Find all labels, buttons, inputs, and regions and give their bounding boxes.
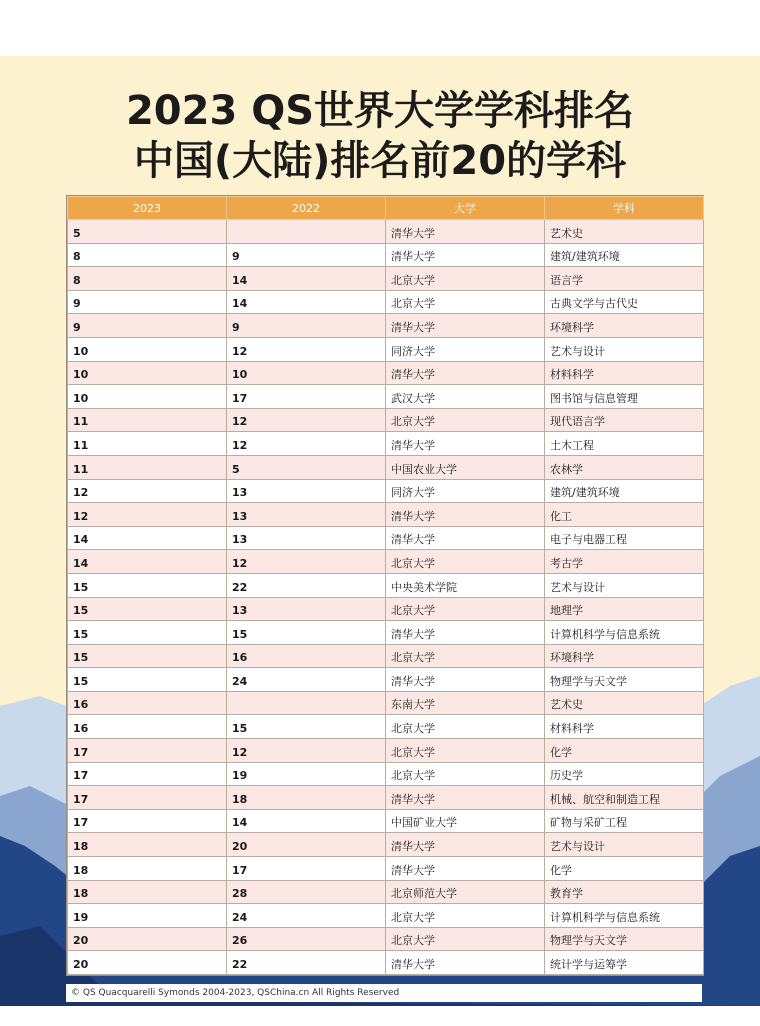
rank-2023-cell: 11: [68, 408, 227, 432]
header-2023: 2023: [68, 197, 227, 220]
subject-cell: 农林学: [545, 455, 704, 479]
rank-2023-cell: 9: [68, 314, 227, 338]
university-cell: 清华大学: [386, 833, 545, 857]
rank-2022-cell: 13: [227, 526, 386, 550]
subject-cell: 艺术与设计: [545, 337, 704, 361]
header-2022: 2022: [227, 197, 386, 220]
table-header-row: [68, 197, 704, 220]
rank-2023-cell: 17: [68, 786, 227, 810]
rank-2023-cell: 11: [68, 432, 227, 456]
rank-2022-cell: 12: [227, 550, 386, 574]
subject-cell: 图书馆与信息管理: [545, 385, 704, 409]
rank-2023-cell: 18: [68, 880, 227, 904]
subject-cell: 电子与电器工程: [545, 526, 704, 550]
rank-2022-cell: 12: [227, 337, 386, 361]
table-row: [68, 573, 704, 597]
rank-2022-cell: 14: [227, 267, 386, 291]
ranking-table-container: [66, 195, 704, 976]
university-cell: 北京大学: [386, 408, 545, 432]
table-row: [68, 809, 704, 833]
table-row: [68, 479, 704, 503]
university-cell: 清华大学: [386, 243, 545, 267]
rank-2023-cell: 10: [68, 361, 227, 385]
subject-cell: 考古学: [545, 550, 704, 574]
rank-2023-cell: 8: [68, 267, 227, 291]
table-row: [68, 739, 704, 763]
subject-cell: 现代语言学: [545, 408, 704, 432]
table-row: [68, 550, 704, 574]
university-cell: 北京大学: [386, 597, 545, 621]
university-cell: 北京大学: [386, 762, 545, 786]
table-row: [68, 621, 704, 645]
table-body: [68, 220, 704, 975]
rank-2022-cell: 13: [227, 597, 386, 621]
rank-2022-cell: 15: [227, 715, 386, 739]
subject-cell: 化学: [545, 857, 704, 881]
rank-2023-cell: 17: [68, 809, 227, 833]
university-cell: 清华大学: [386, 220, 545, 244]
rank-2022-cell: 15: [227, 621, 386, 645]
university-cell: 中央美术学院: [386, 573, 545, 597]
table-row: [68, 668, 704, 692]
university-cell: 北京大学: [386, 739, 545, 763]
rank-2022-cell: 13: [227, 479, 386, 503]
rank-2023-cell: 16: [68, 691, 227, 715]
rank-2022-cell: 26: [227, 927, 386, 951]
subject-cell: 化工: [545, 503, 704, 527]
university-cell: 同济大学: [386, 479, 545, 503]
rank-2022-cell: 13: [227, 503, 386, 527]
rank-2023-cell: 15: [68, 621, 227, 645]
rank-2022-cell: 28: [227, 880, 386, 904]
table-row: [68, 337, 704, 361]
subject-cell: 化学: [545, 739, 704, 763]
title-line-2: 中国(大陆)排名前20的学科: [133, 138, 627, 184]
university-cell: 清华大学: [386, 361, 545, 385]
ranking-table: [67, 196, 704, 975]
rank-2023-cell: 16: [68, 715, 227, 739]
rank-2022-cell: [227, 691, 386, 715]
rank-2023-cell: 9: [68, 290, 227, 314]
university-cell: 武汉大学: [386, 385, 545, 409]
rank-2023-cell: 10: [68, 337, 227, 361]
rank-2023-cell: 14: [68, 550, 227, 574]
university-cell: 北京大学: [386, 927, 545, 951]
rank-2023-cell: 20: [68, 951, 227, 975]
title-line-1: 2023 QS世界大学学科排名: [125, 88, 635, 134]
rank-2022-cell: 24: [227, 668, 386, 692]
page-title: [0, 86, 760, 186]
subject-cell: 材料科学: [545, 361, 704, 385]
subject-cell: 计算机科学与信息系统: [545, 904, 704, 928]
table-row: [68, 267, 704, 291]
subject-cell: 语言学: [545, 267, 704, 291]
rank-2022-cell: 16: [227, 644, 386, 668]
university-cell: 清华大学: [386, 621, 545, 645]
university-cell: 清华大学: [386, 951, 545, 975]
university-cell: 北京大学: [386, 644, 545, 668]
university-cell: 北京大学: [386, 290, 545, 314]
table-row: [68, 526, 704, 550]
rank-2022-cell: 19: [227, 762, 386, 786]
university-cell: 北京大学: [386, 550, 545, 574]
table-row: [68, 904, 704, 928]
rank-2023-cell: 5: [68, 220, 227, 244]
university-cell: 北京大学: [386, 267, 545, 291]
university-cell: 清华大学: [386, 503, 545, 527]
table-row: [68, 455, 704, 479]
university-cell: 清华大学: [386, 668, 545, 692]
subject-cell: 建筑/建筑环境: [545, 479, 704, 503]
university-cell: 北京大学: [386, 904, 545, 928]
rank-2022-cell: 10: [227, 361, 386, 385]
subject-cell: 矿物与采矿工程: [545, 809, 704, 833]
rank-2023-cell: 20: [68, 927, 227, 951]
rank-2022-cell: [227, 220, 386, 244]
rank-2023-cell: 17: [68, 739, 227, 763]
rank-2023-cell: 18: [68, 833, 227, 857]
subject-cell: 机械、航空和制造工程: [545, 786, 704, 810]
table-row: [68, 290, 704, 314]
rank-2022-cell: 20: [227, 833, 386, 857]
rank-2022-cell: 18: [227, 786, 386, 810]
rank-2022-cell: 14: [227, 290, 386, 314]
subject-cell: 计算机科学与信息系统: [545, 621, 704, 645]
rank-2023-cell: 14: [68, 526, 227, 550]
rank-2022-cell: 22: [227, 573, 386, 597]
header-subject: 学科: [545, 197, 704, 220]
header-university: 大学: [386, 197, 545, 220]
rank-2023-cell: 15: [68, 573, 227, 597]
rank-2022-cell: 5: [227, 455, 386, 479]
subject-cell: 艺术史: [545, 220, 704, 244]
subject-cell: 土木工程: [545, 432, 704, 456]
university-cell: 清华大学: [386, 432, 545, 456]
rank-2023-cell: 8: [68, 243, 227, 267]
subject-cell: 历史学: [545, 762, 704, 786]
table-row: [68, 951, 704, 975]
table-row: [68, 644, 704, 668]
table-row: [68, 361, 704, 385]
rank-2023-cell: 17: [68, 762, 227, 786]
table-row: [68, 927, 704, 951]
subject-cell: 教育学: [545, 880, 704, 904]
university-cell: 中国矿业大学: [386, 809, 545, 833]
table-row: [68, 314, 704, 338]
table-row: [68, 220, 704, 244]
table-row: [68, 857, 704, 881]
rank-2022-cell: 14: [227, 809, 386, 833]
university-cell: 清华大学: [386, 786, 545, 810]
table-row: [68, 715, 704, 739]
table-row: [68, 786, 704, 810]
rank-2022-cell: 9: [227, 314, 386, 338]
rank-2022-cell: 17: [227, 857, 386, 881]
rank-2023-cell: 15: [68, 644, 227, 668]
subject-cell: 艺术史: [545, 691, 704, 715]
university-cell: 北京大学: [386, 715, 545, 739]
rank-2023-cell: 10: [68, 385, 227, 409]
table-row: [68, 597, 704, 621]
rank-2023-cell: 12: [68, 479, 227, 503]
table-row: [68, 432, 704, 456]
table-row: [68, 503, 704, 527]
subject-cell: 环境科学: [545, 314, 704, 338]
rank-2023-cell: 15: [68, 668, 227, 692]
table-row: [68, 243, 704, 267]
subject-cell: 物理学与天文学: [545, 668, 704, 692]
subject-cell: 古典文学与古代史: [545, 290, 704, 314]
subject-cell: 地理学: [545, 597, 704, 621]
rank-2023-cell: 15: [68, 597, 227, 621]
table-row: [68, 833, 704, 857]
table-row: [68, 385, 704, 409]
table-row: [68, 880, 704, 904]
university-cell: 东南大学: [386, 691, 545, 715]
rank-2022-cell: 12: [227, 432, 386, 456]
rank-2022-cell: 12: [227, 408, 386, 432]
table-row: [68, 762, 704, 786]
university-cell: 清华大学: [386, 526, 545, 550]
rank-2023-cell: 11: [68, 455, 227, 479]
subject-cell: 统计学与运筹学: [545, 951, 704, 975]
poster: [0, 56, 760, 1006]
rank-2023-cell: 12: [68, 503, 227, 527]
rank-2022-cell: 17: [227, 385, 386, 409]
rank-2022-cell: 22: [227, 951, 386, 975]
university-cell: 清华大学: [386, 857, 545, 881]
rank-2023-cell: 19: [68, 904, 227, 928]
university-cell: 北京师范大学: [386, 880, 545, 904]
rank-2023-cell: 18: [68, 857, 227, 881]
subject-cell: 艺术与设计: [545, 833, 704, 857]
subject-cell: 艺术与设计: [545, 573, 704, 597]
subject-cell: 建筑/建筑环境: [545, 243, 704, 267]
rank-2022-cell: 12: [227, 739, 386, 763]
subject-cell: 环境科学: [545, 644, 704, 668]
university-cell: 同济大学: [386, 337, 545, 361]
rank-2022-cell: 24: [227, 904, 386, 928]
university-cell: 清华大学: [386, 314, 545, 338]
university-cell: 中国农业大学: [386, 455, 545, 479]
table-row: [68, 691, 704, 715]
copyright-footer: © QS Quacquarelli Symonds 2004-2023, QSChina.cn All Rights Reserved: [66, 984, 702, 1002]
subject-cell: 材料科学: [545, 715, 704, 739]
subject-cell: 物理学与天文学: [545, 927, 704, 951]
table-row: [68, 408, 704, 432]
rank-2022-cell: 9: [227, 243, 386, 267]
